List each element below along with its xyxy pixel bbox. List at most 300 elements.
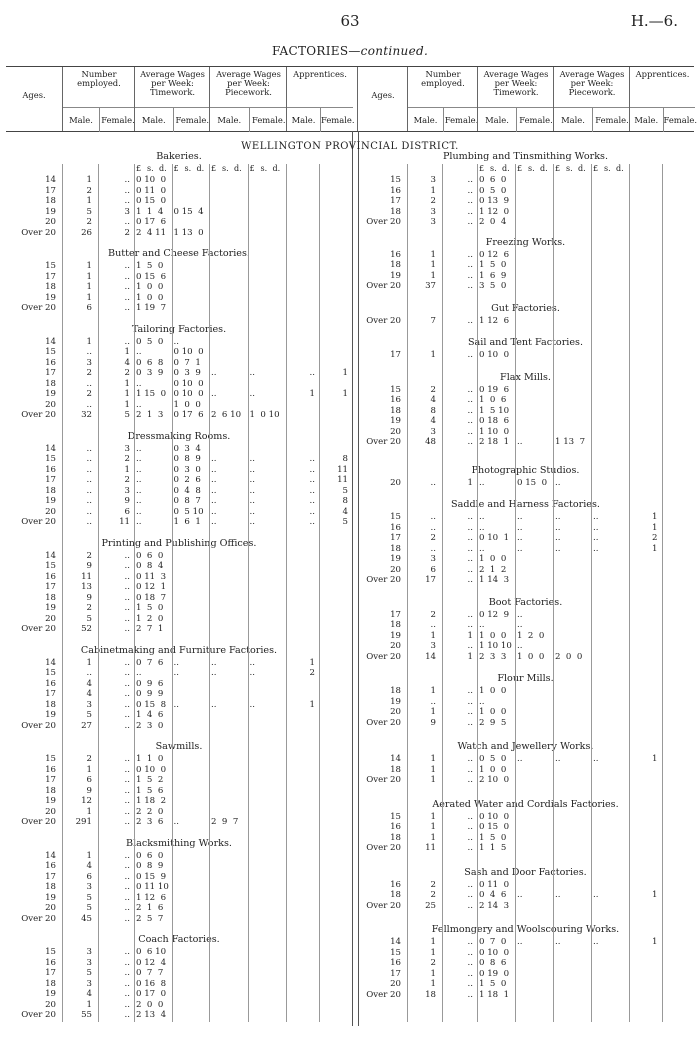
female-count: .. (467, 832, 473, 843)
table-row (6, 272, 352, 283)
age-cell: 18 (390, 890, 401, 900)
header-ages (357, 67, 408, 131)
age-cell: 19 (45, 710, 56, 720)
age-cell: 20 (390, 641, 401, 651)
male-count: 1 (86, 196, 92, 206)
header-number-employed (407, 67, 478, 131)
time-male-wage: 1 4 6 (136, 710, 164, 720)
money-unit: s. (490, 164, 497, 173)
male-count: 2 (86, 217, 92, 227)
title-continued: continued. (360, 44, 429, 58)
age-cell: 17 (390, 609, 401, 620)
time-male-wage: .. (136, 378, 142, 389)
table-row (6, 689, 352, 700)
time-male-wage: .. (136, 454, 142, 464)
section-title: Boot Factories. (488, 596, 563, 608)
male-count: 6 (86, 871, 92, 882)
age-cell: Over 20 (21, 517, 56, 527)
time-male-wage: 2 3 6 (136, 817, 164, 827)
section (6, 537, 352, 635)
female-count: .. (467, 843, 473, 853)
table-row (6, 958, 352, 969)
female-count: .. (467, 900, 473, 911)
age-cell: Over 20 (366, 775, 401, 785)
piece-female-wage: .. (249, 699, 255, 710)
female-count: .. (124, 592, 130, 603)
female-count: .. (124, 699, 130, 710)
column-rule (407, 164, 408, 1022)
section-title: Aerated Water and Cordials Factories. (432, 798, 619, 810)
table-row (6, 486, 352, 497)
age-cell: 15 (45, 668, 56, 678)
section-title: Gut Factories. (491, 302, 560, 314)
piece-male-wage: .. (211, 699, 217, 710)
time-male-wage: 0 10 0 (136, 764, 167, 775)
female-count: .. (467, 890, 473, 900)
piece-female-wage: .. (249, 368, 255, 378)
piece-male-wage: .. (211, 668, 217, 678)
money-unit: £ (249, 164, 255, 173)
age-cell: 18 (390, 764, 401, 775)
female-count: .. (124, 989, 130, 999)
male-count: .. (86, 506, 92, 517)
table-row (6, 796, 352, 807)
age-cell: 17 (390, 350, 401, 360)
header-subcolumns (478, 107, 554, 132)
female-count: .. (467, 522, 473, 533)
male-count: 3 (430, 641, 436, 651)
money-unit: d. (540, 164, 548, 173)
apprentice-male: 1 (652, 890, 658, 900)
age-cell: 14 (45, 336, 56, 347)
age-cell: 17 (45, 689, 56, 699)
left-column (6, 150, 352, 1021)
time-male-wage: .. (136, 668, 142, 678)
header-number-employed (62, 67, 135, 131)
table-row (6, 1000, 352, 1011)
age-cell: Over 20 (366, 900, 401, 911)
time-female-wage: 1 0 0 (173, 399, 201, 410)
age-cell: 15 (45, 561, 56, 571)
age-cell: 14 (45, 443, 56, 454)
female-count: .. (467, 416, 473, 426)
time-female-wage: .. (517, 512, 523, 522)
time-male-wage: 1 2 0 (136, 613, 164, 624)
apprentice-female: 5 (342, 517, 348, 527)
header-female: Female. (663, 108, 697, 132)
time-male-wage: 1 18 1 (479, 989, 510, 1000)
section-title: Bakeries. (156, 151, 202, 162)
time-male-wage: 2 0 4 (479, 217, 507, 227)
age-cell: 15 (45, 261, 56, 271)
header-female: Female. (173, 108, 212, 132)
column-rule (286, 164, 287, 1022)
female-count: .. (124, 720, 130, 731)
piece-male-wage: .. (211, 454, 217, 464)
female-count: .. (467, 437, 473, 447)
time-female-wage: 0 3 4 (173, 443, 201, 454)
time-male-wage: 1 1 0 (136, 754, 164, 764)
money-unit: d. (196, 164, 205, 173)
piece-male-wage: .. (211, 475, 217, 485)
female-count: .. (124, 978, 130, 989)
piece-male-wage: .. (555, 937, 561, 947)
age-cell: 18 (45, 592, 56, 603)
section-title: Photographic Studios. (471, 464, 580, 476)
apprentice-male: 1 (309, 699, 315, 710)
time-male-wage: 2 3 0 (136, 720, 164, 731)
table-row (6, 658, 352, 669)
male-count: .. (430, 477, 436, 488)
age-cell: 20 (390, 426, 401, 437)
header-wages-piece (209, 67, 287, 131)
male-count: 1 (430, 979, 436, 989)
apprentice-female: 8 (342, 454, 348, 464)
age-cell: 19 (390, 554, 401, 564)
female-count: .. (467, 217, 473, 227)
age-cell: 15 (390, 512, 401, 522)
male-count: .. (86, 464, 92, 475)
female-count: 3 (124, 443, 130, 454)
piece-male-wage: 1 13 7 (555, 437, 586, 447)
table-row (6, 765, 352, 776)
age-cell: 16 (45, 464, 56, 475)
time-male-wage: 0 6 10 (136, 947, 167, 957)
apprentice-male: 1 (652, 754, 658, 764)
time-male-wage: 0 10 0 (136, 175, 167, 185)
header-male: Male. (141, 115, 166, 125)
time-male-wage: 1 12 6 (479, 315, 510, 326)
age-cell: 20 (390, 979, 401, 989)
male-count: 1 (430, 185, 436, 196)
age-cell: Over 20 (21, 1010, 56, 1020)
money-unit: s. (604, 164, 611, 173)
time-male-wage: 0 10 0 (479, 947, 510, 958)
time-male-wage: 0 15 0 (136, 196, 167, 206)
report-reference: H.—6. (630, 12, 678, 30)
table-row (6, 368, 352, 379)
table-row (6, 186, 352, 197)
male-count: 2 (86, 754, 92, 764)
piece-male-wage: .. (211, 389, 217, 399)
time-male-wage: 0 11 0 (479, 879, 510, 890)
age-cell: 16 (45, 861, 56, 871)
age-cell: 14 (45, 850, 56, 861)
male-count: 7 (430, 315, 436, 326)
piece-female-wage: .. (593, 512, 599, 522)
time-male-wage: .. (136, 496, 142, 506)
male-count: 9 (86, 592, 92, 603)
male-count: 1 (86, 175, 92, 185)
table-row (6, 444, 352, 455)
header-male: Male. (413, 115, 438, 125)
time-male-wage: 0 11 3 (136, 571, 167, 582)
table-row (6, 914, 352, 925)
male-count: 5 (86, 710, 92, 720)
time-male-wage: 1 0 0 (479, 630, 507, 641)
female-count: .. (467, 979, 473, 989)
female-count: .. (124, 947, 130, 957)
age-cell: 15 (45, 347, 56, 357)
time-male-wage: .. (136, 475, 142, 485)
piece-male-wage: .. (555, 533, 561, 543)
time-male-wage: 1 5 2 (136, 775, 164, 785)
male-count: 2 (86, 550, 92, 561)
age-cell: 16 (390, 185, 401, 196)
female-count: .. (124, 336, 130, 347)
time-male-wage: .. (136, 399, 142, 410)
header-number-employed-label: Number employed. (77, 69, 121, 88)
apprentice-female: 1 (342, 368, 348, 378)
male-count: .. (430, 512, 436, 522)
female-count: .. (124, 850, 130, 861)
table-row (6, 572, 352, 583)
piece-male-wage: 2 0 0 (555, 651, 583, 662)
female-count: 4 (124, 357, 130, 368)
male-count: 1 (430, 775, 436, 785)
piece-female-wage: 1 0 10 (249, 410, 280, 420)
time-male-wage: .. (479, 543, 485, 554)
male-count: 2 (430, 958, 436, 968)
male-count: 1 (430, 270, 436, 281)
time-male-wage: 1 5 10 (479, 405, 510, 416)
age-cell: 18 (390, 686, 401, 696)
money-unit: d. (578, 164, 586, 173)
male-count: 291 (75, 817, 92, 827)
apprentice-male: .. (309, 517, 315, 527)
age-cell: 15 (390, 175, 401, 185)
female-count: .. (467, 426, 473, 437)
female-count: .. (467, 196, 473, 206)
time-female-wage: .. (517, 533, 523, 543)
age-cell: 16 (45, 764, 56, 775)
age-cell: 18 (45, 699, 56, 710)
age-cell: 19 (390, 270, 401, 281)
table-row (6, 668, 352, 679)
column-rule (629, 164, 630, 1022)
header-apprentices-label: Apprentices. (635, 69, 690, 79)
female-count: .. (124, 710, 130, 720)
section (6, 247, 352, 314)
column-rule (515, 164, 516, 1022)
time-female-wage: .. (517, 543, 523, 554)
time-male-wage: 2 0 0 (136, 999, 164, 1010)
age-cell: 18 (390, 832, 401, 843)
female-count: .. (467, 641, 473, 651)
section-title: Coach Factories. (138, 934, 220, 945)
header-female: Female. (592, 108, 631, 132)
female-count: .. (124, 871, 130, 882)
time-female-wage: 0 10 0 (173, 347, 204, 357)
table-row (6, 496, 352, 507)
column-rule (553, 164, 554, 1022)
age-cell: 19 (45, 206, 56, 217)
female-count: .. (467, 249, 473, 260)
age-cell: 14 (45, 657, 56, 668)
male-count: 2 (430, 533, 436, 543)
time-female-wage: .. (173, 336, 179, 347)
age-cell: Over 20 (366, 315, 401, 326)
time-male-wage: 1 5 0 (136, 261, 164, 271)
age-cell: 16 (45, 571, 56, 582)
time-male-wage: 0 7 0 (479, 937, 507, 947)
time-female-wage: .. (517, 890, 523, 900)
header-apprentices (629, 67, 698, 131)
male-count: .. (86, 496, 92, 506)
male-count: 3 (86, 957, 92, 968)
age-cell: 18 (390, 543, 401, 554)
age-cell: 20 (390, 707, 401, 717)
header-ages (6, 67, 62, 131)
time-female-wage: 0 10 0 (173, 378, 204, 389)
female-count: .. (124, 550, 130, 561)
time-male-wage: 0 16 8 (136, 978, 167, 989)
male-count: .. (86, 517, 92, 527)
section (6, 837, 352, 925)
age-cell: 17 (45, 968, 56, 978)
table-row (6, 410, 352, 421)
female-count: .. (124, 968, 130, 978)
age-cell: 16 (390, 522, 401, 533)
time-male-wage: 1 0 6 (479, 395, 507, 405)
time-male-wage: 1 5 0 (479, 979, 507, 989)
time-male-wage: 0 15 9 (136, 871, 167, 882)
age-cell: 17 (45, 185, 56, 196)
time-male-wage: .. (479, 477, 485, 488)
time-male-wage: 1 1 4 (136, 206, 164, 217)
female-count: .. (467, 937, 473, 947)
female-count: 3 (124, 485, 130, 496)
age-cell: 14 (45, 550, 56, 561)
female-count: .. (124, 754, 130, 764)
female-count: .. (124, 561, 130, 571)
male-count: .. (430, 696, 436, 707)
column-rule (172, 164, 173, 1022)
time-male-wage: 0 10 1 (479, 533, 510, 543)
time-male-wage: .. (479, 696, 485, 707)
age-cell: 14 (390, 937, 401, 947)
money-unit: £ (173, 164, 179, 173)
age-cell: 20 (45, 399, 56, 410)
male-count: 2 (86, 603, 92, 613)
table-row (6, 700, 352, 711)
apprentice-male: 1 (309, 389, 315, 399)
money-unit: £ (211, 164, 217, 173)
female-count: .. (124, 796, 130, 806)
female-count: .. (124, 582, 130, 592)
female-count: .. (124, 571, 130, 582)
table-row (6, 561, 352, 572)
female-count: .. (124, 882, 130, 892)
time-male-wage: 0 7 7 (136, 968, 164, 978)
male-count: 1 (430, 937, 436, 947)
female-count: .. (124, 657, 130, 668)
header-ages-label: Ages. (22, 90, 46, 100)
table-row (6, 872, 352, 883)
column-rule (662, 164, 663, 1022)
time-male-wage: 0 8 6 (479, 958, 507, 968)
time-male-wage: .. (136, 506, 142, 517)
time-male-wage: 0 19 0 (479, 968, 510, 979)
apprentice-male: .. (309, 506, 315, 517)
male-count: 1 (86, 282, 92, 292)
female-count: 2 (124, 454, 130, 464)
money-unit: d. (159, 164, 167, 173)
male-count: 3 (430, 175, 436, 185)
piece-female-wage: .. (249, 657, 255, 668)
apprentice-male: .. (309, 496, 315, 506)
time-male-wage: 0 18 6 (479, 416, 510, 426)
table-row (6, 228, 352, 239)
male-count: 1 (430, 811, 436, 822)
piece-male-wage: .. (555, 543, 561, 554)
female-count: .. (467, 947, 473, 958)
piece-male-wage: .. (555, 890, 561, 900)
female-count: .. (467, 822, 473, 832)
age-cell: 19 (390, 696, 401, 707)
male-count: 9 (86, 785, 92, 796)
money-unit: £ (136, 164, 142, 173)
money-unit: s. (184, 164, 192, 173)
male-count: 1 (86, 657, 92, 668)
age-cell: Over 20 (366, 281, 401, 291)
age-cell: 18 (45, 485, 56, 496)
time-female-wage: .. (517, 437, 523, 447)
apprentice-female: 1 (342, 389, 348, 399)
table-header (6, 66, 698, 132)
time-male-wage: 0 17 6 (136, 217, 167, 227)
piece-male-wage: .. (211, 464, 217, 475)
female-count: 1 (124, 378, 130, 389)
time-male-wage: 1 19 7 (136, 303, 167, 313)
table-row (6, 282, 352, 293)
female-count: .. (467, 686, 473, 696)
time-male-wage: 1 5 0 (479, 832, 507, 843)
male-count: 2 (430, 890, 436, 900)
time-male-wage: 1 14 3 (479, 575, 510, 585)
table-row (6, 358, 352, 369)
male-count: 1 (86, 806, 92, 817)
title-main: FACTORIES— (271, 44, 361, 58)
table-row (6, 175, 352, 186)
female-count: .. (467, 206, 473, 217)
time-female-wage: 0 2 6 (173, 475, 201, 485)
female-count: .. (124, 603, 130, 613)
male-count: 2 (86, 368, 92, 378)
male-count: 1 (86, 764, 92, 775)
time-female-wage: 1 2 0 (517, 630, 545, 641)
time-female-wage: 1 0 0 (517, 651, 545, 662)
section-title: Dressmaking Rooms. (127, 430, 231, 442)
apprentice-male: 1 (652, 522, 658, 533)
female-count: 3 (124, 206, 130, 217)
piece-male-wage: .. (555, 477, 561, 488)
time-female-wage: .. (517, 754, 523, 764)
female-count: .. (124, 175, 130, 185)
female-count: .. (467, 405, 473, 416)
female-count: .. (467, 260, 473, 270)
male-count: 45 (81, 913, 92, 924)
apprentice-female: 5 (342, 485, 348, 496)
age-cell: 19 (45, 796, 56, 806)
section-title: Plumbing and Tinsmithing Works. (442, 151, 609, 162)
apprentice-male: .. (309, 464, 315, 475)
male-count: .. (86, 454, 92, 464)
male-count: 3 (86, 978, 92, 989)
apprentice-male: 2 (652, 533, 658, 543)
female-count: .. (124, 957, 130, 968)
piece-male-wage: .. (211, 657, 217, 668)
